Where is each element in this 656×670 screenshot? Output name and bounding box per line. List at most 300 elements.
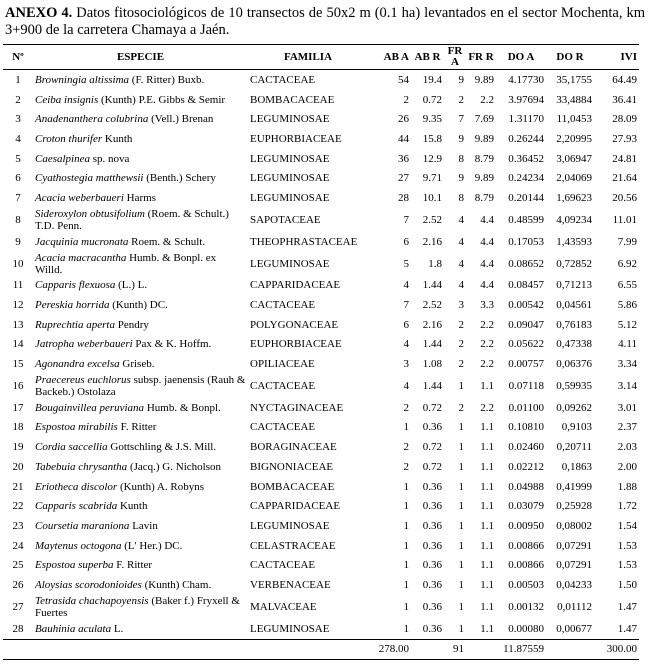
table-row [3, 619, 639, 639]
species-name: Eriotheca discolor [35, 480, 118, 493]
cell-fr-a: 8 [458, 191, 464, 204]
table-row [3, 109, 639, 129]
cell-n: 13 [12, 318, 24, 331]
table-row [3, 595, 639, 619]
cell-do-a: 1.31170 [508, 113, 544, 126]
table-row [3, 457, 639, 477]
cell-n: 21 [12, 480, 24, 493]
species-author: Griseb. [122, 358, 155, 371]
cell-ivi: 27.93 [612, 132, 637, 145]
species-author: subsp. jaenensis (Rauh & Backeb.) Ostolaza [35, 373, 246, 398]
cell-do-r: 0,04561 [556, 299, 592, 312]
cell-ab-a: 1 [403, 519, 409, 532]
cell-fr-r: 1.1 [480, 379, 494, 392]
cell-familia: OPILIACEAE [250, 358, 315, 371]
cell-ab-a: 6 [403, 318, 409, 331]
cell-fr-r: 1.1 [480, 519, 494, 532]
cell-ab-r: 0.72 [422, 401, 442, 414]
cell-do-a: 0.02212 [508, 460, 544, 473]
cell-especie [33, 276, 248, 296]
cell-ab-r: 0.36 [422, 578, 442, 591]
cell-familia: LEGUMINOSAE [250, 152, 330, 165]
cell-ab-r: 0.36 [422, 480, 442, 493]
cell-do-r: 1,43593 [556, 235, 592, 248]
cell-ab-a: 1 [403, 539, 409, 552]
cell-ivi: 1.72 [617, 500, 637, 513]
header-familia: FAMILIA [248, 45, 368, 70]
species-author: (L' Her.) DC. [124, 539, 183, 552]
cell-familia: BOMBACACEAE [250, 480, 335, 493]
cell-especie [33, 595, 248, 619]
cell-n: 12 [12, 299, 24, 312]
cell-familia: CAPPARIDACEAE [250, 279, 341, 292]
cell-ab-a: 1 [403, 578, 409, 591]
cell-do-a: 0.05622 [508, 338, 544, 351]
cell-fr-a: 8 [458, 152, 464, 165]
cell-fr-r: 4.4 [480, 279, 494, 292]
cell-familia: LEGUMINOSAE [250, 257, 330, 270]
species-name: Jatropha weberbaueri [35, 338, 133, 351]
cell-ab-a: 54 [398, 73, 409, 86]
cell-ab-a: 4 [403, 379, 409, 392]
cell-familia: VERBENACEAE [250, 578, 331, 591]
table-row [3, 315, 639, 335]
caption-label: ANEXO 4. [5, 5, 73, 21]
cell-familia: THEOPHRASTACEAE [250, 235, 358, 248]
table-row [3, 496, 639, 516]
cell-fr-r: 3.3 [480, 299, 494, 312]
cell-especie [33, 418, 248, 438]
cell-familia: LEGUMINOSAE [250, 172, 330, 185]
cell-especie [33, 536, 248, 556]
header-ivi: IVI [594, 45, 639, 70]
total-ab-a: 278.00 [368, 639, 411, 659]
cell-fr-r: 1.1 [480, 578, 494, 591]
cell-fr-r: 1.1 [480, 500, 494, 513]
cell-fr-r: 1.1 [480, 421, 494, 434]
cell-ivi: 36.41 [612, 93, 637, 106]
header-especie: ESPECIE [33, 45, 248, 70]
cell-fr-r: 1.1 [480, 539, 494, 552]
cell-ab-a: 3 [403, 358, 409, 371]
table-row [3, 129, 639, 149]
cell-ivi: 1.47 [617, 600, 637, 613]
table-row [3, 149, 639, 169]
species-author: Harms [126, 191, 156, 204]
cell-do-a: 4.17730 [508, 73, 544, 86]
header-do-r: DO R [546, 45, 594, 70]
cell-ab-a: 26 [398, 113, 409, 126]
species-name: Maytenus octogona [35, 539, 122, 552]
total-fr-a: 91 [444, 639, 466, 659]
species-author: (Benth.) Schery [146, 172, 216, 185]
cell-ivi: 2.03 [617, 441, 637, 454]
species-name: Acacia weberbaueri [35, 191, 124, 204]
cell-ab-r: 10.1 [422, 191, 442, 204]
cell-fr-r: 9.89 [474, 132, 494, 145]
cell-do-r: 2,20995 [556, 132, 592, 145]
header-ab-r: AB R [411, 45, 444, 70]
cell-do-r: 0,41999 [556, 480, 592, 493]
cell-familia: POLYGONACEAE [250, 318, 339, 331]
cell-ivi: 3.14 [617, 379, 637, 392]
cell-ivi: 5.86 [617, 299, 637, 312]
cell-familia: CACTACEAE [250, 299, 316, 312]
species-author: (F. Ritter) Buxb. [131, 73, 205, 86]
cell-n: 25 [12, 559, 24, 572]
species-author: (L.) L. [118, 279, 148, 292]
cell-ivi: 3.34 [617, 358, 637, 371]
cell-do-a: 0.20144 [508, 191, 544, 204]
cell-especie [33, 398, 248, 418]
cell-ab-a: 4 [403, 279, 409, 292]
cell-do-r: 0,59935 [556, 379, 592, 392]
cell-fr-a: 2 [458, 338, 464, 351]
cell-ab-r: 2.52 [422, 213, 442, 226]
cell-do-r: 0,25928 [556, 500, 592, 513]
totals-row [3, 639, 639, 659]
cell-do-r: 35,1755 [556, 73, 592, 86]
cell-ab-r: 0.72 [422, 441, 442, 454]
cell-n: 10 [12, 257, 24, 270]
cell-fr-r: 1.1 [480, 480, 494, 493]
species-author: Lavin [132, 519, 158, 532]
cell-do-a: 0.03079 [508, 500, 544, 513]
cell-do-a: 0.08652 [508, 257, 544, 270]
cell-especie [33, 555, 248, 575]
table-row [3, 295, 639, 315]
cell-ivi: 1.47 [617, 622, 637, 635]
cell-ab-r: 0.36 [422, 421, 442, 434]
species-name: Agonandra excelsa [35, 358, 120, 371]
cell-do-r: 0,08002 [556, 519, 592, 532]
cell-ab-a: 36 [398, 152, 409, 165]
cell-especie [33, 477, 248, 497]
cell-ivi: 7.99 [617, 235, 637, 248]
cell-do-r: 0,72852 [556, 257, 592, 270]
table-row [3, 276, 639, 296]
cell-especie [33, 457, 248, 477]
species-author: Kunth [119, 500, 148, 513]
cell-familia: BOMBACACEAE [250, 93, 335, 106]
cell-do-a: 0.00132 [508, 600, 544, 613]
cell-ab-a: 1 [403, 559, 409, 572]
cell-do-a: 0.10810 [508, 421, 544, 434]
cell-fr-r: 7.69 [474, 113, 494, 126]
cell-ab-r: 2.52 [422, 299, 442, 312]
cell-fr-a: 1 [458, 622, 464, 635]
cell-n: 27 [12, 600, 24, 613]
cell-n: 1 [15, 73, 21, 86]
cell-especie [33, 374, 248, 398]
cell-n: 24 [12, 539, 24, 552]
cell-ab-r: 9.71 [422, 172, 442, 185]
cell-fr-r: 1.1 [480, 460, 494, 473]
cell-do-a: 0.01100 [508, 401, 544, 414]
cell-fr-a: 9 [458, 73, 464, 86]
table-row [3, 398, 639, 418]
cell-familia: CAPPARIDACEAE [250, 500, 341, 513]
cell-fr-a: 9 [458, 132, 464, 145]
cell-do-a: 0.00542 [508, 299, 544, 312]
cell-especie [33, 70, 248, 90]
cell-do-a: 0.48599 [508, 213, 544, 226]
cell-especie [33, 129, 248, 149]
cell-especie [33, 208, 248, 232]
cell-familia: LEGUMINOSAE [250, 191, 330, 204]
cell-do-r: 0,07291 [556, 539, 592, 552]
cell-familia: EUPHORBIACEAE [250, 338, 342, 351]
cell-do-a: 0.36452 [508, 152, 544, 165]
cell-especie [33, 90, 248, 110]
cell-do-a: 0.00757 [508, 358, 544, 371]
cell-do-r: 33,4884 [556, 93, 592, 106]
cell-ab-a: 1 [403, 480, 409, 493]
cell-do-r: 0,1863 [561, 460, 592, 473]
cell-ab-r: 1.44 [422, 338, 442, 351]
cell-ab-a: 4 [403, 338, 409, 351]
cell-n: 19 [12, 441, 24, 454]
cell-ab-a: 1 [403, 500, 409, 513]
cell-do-r: 0,07291 [556, 559, 592, 572]
cell-fr-a: 4 [458, 213, 464, 226]
cell-n: 7 [15, 191, 21, 204]
species-name: Croton thurifer [35, 132, 103, 145]
total-ivi: 300.00 [594, 639, 639, 659]
cell-n: 15 [12, 358, 24, 371]
cell-ivi: 3.01 [617, 401, 637, 414]
cell-ivi: 24.81 [612, 152, 637, 165]
species-author: (Roem. & Schult.) T.D. Penn. [35, 207, 229, 232]
cell-fr-r: 1.1 [480, 441, 494, 454]
cell-ab-a: 1 [403, 421, 409, 434]
cell-do-a: 0.00950 [508, 519, 544, 532]
species-name: Ruprechtia aperta [35, 318, 115, 331]
cell-ivi: 28.09 [612, 113, 637, 126]
cell-fr-a: 4 [458, 279, 464, 292]
table-row [3, 536, 639, 556]
cell-fr-a: 1 [458, 480, 464, 493]
cell-fr-a: 1 [458, 421, 464, 434]
cell-ivi: 1.54 [617, 519, 637, 532]
cell-fr-r: 8.79 [474, 152, 494, 165]
cell-fr-r: 2.2 [480, 318, 494, 331]
species-author: sp. nova [92, 152, 130, 165]
cell-fr-r: 1.1 [480, 600, 494, 613]
cell-ab-r: 0.36 [422, 519, 442, 532]
cell-especie [33, 516, 248, 536]
cell-n: 20 [12, 460, 24, 473]
cell-ab-r: 1.44 [422, 279, 442, 292]
species-author: Humb. & Bonpl. ex Willd. [35, 251, 217, 276]
cell-do-a: 0.00866 [508, 539, 544, 552]
cell-do-a: 0.04988 [508, 480, 544, 493]
cell-fr-a: 2 [458, 93, 464, 106]
cell-do-a: 0.26244 [508, 132, 544, 145]
species-name: Capparis scabrida [35, 500, 118, 513]
species-name: Caesalpinea [35, 152, 90, 165]
cell-familia: CELASTRACEAE [250, 539, 336, 552]
cell-familia: LEGUMINOSAE [250, 519, 330, 532]
species-name: Capparis flexuosa [35, 279, 116, 292]
cell-ab-a: 7 [403, 299, 409, 312]
cell-ab-r: 2.16 [422, 235, 442, 248]
cell-n: 17 [12, 401, 24, 414]
cell-ab-a: 5 [403, 257, 409, 270]
cell-do-a: 0.09047 [508, 318, 544, 331]
cell-ab-r: 0.36 [422, 539, 442, 552]
cell-familia: BORAGINACEAE [250, 441, 337, 454]
cell-ab-a: 28 [398, 191, 409, 204]
header-do-a: DO A [496, 45, 546, 70]
cell-especie [33, 232, 248, 252]
cell-ab-a: 1 [403, 622, 409, 635]
species-author: (Jacq.) G. Nicholson [129, 460, 221, 473]
cell-do-r: 0,09262 [556, 401, 592, 414]
species-name: Browningia altissima [35, 73, 130, 86]
table-row [3, 208, 639, 232]
species-author: (Kunth) DC. [112, 299, 168, 312]
cell-n: 14 [12, 338, 24, 351]
species-author: Kunth [104, 132, 133, 145]
cell-familia: EUPHORBIACEAE [250, 132, 342, 145]
species-author: F. Ritter [120, 421, 157, 434]
cell-especie [33, 354, 248, 374]
cell-do-r: 0,20711 [556, 441, 592, 454]
cell-ivi: 11.01 [612, 213, 637, 226]
cell-ab-r: 0.36 [422, 500, 442, 513]
cell-familia: LEGUMINOSAE [250, 113, 330, 126]
header-row [3, 45, 639, 70]
cell-fr-a: 1 [458, 460, 464, 473]
cell-familia: SAPOTACEAE [250, 213, 321, 226]
cell-ab-a: 2 [403, 441, 409, 454]
cell-n: 4 [15, 132, 21, 145]
cell-familia: CACTACEAE [250, 379, 316, 392]
cell-especie [33, 109, 248, 129]
cell-familia: BIGNONIACEAE [250, 460, 334, 473]
cell-especie [33, 188, 248, 208]
cell-fr-a: 3 [458, 299, 464, 312]
cell-n: 11 [12, 279, 24, 292]
cell-do-a: 0.24234 [508, 172, 544, 185]
cell-fr-r: 2.2 [480, 338, 494, 351]
cell-do-r: 0,76183 [556, 318, 592, 331]
cell-ab-r: 2.16 [422, 318, 442, 331]
cell-ab-a: 2 [403, 93, 409, 106]
species-author: Pendry [117, 318, 149, 331]
cell-n: 28 [12, 622, 24, 635]
cell-ivi: 6.92 [617, 257, 637, 270]
cell-ab-r: 0.72 [422, 460, 442, 473]
cell-do-r: 0,9103 [561, 421, 592, 434]
cell-fr-r: 4.4 [480, 235, 494, 248]
cell-n: 16 [12, 379, 24, 392]
table-row [3, 374, 639, 398]
cell-n: 2 [15, 93, 21, 106]
species-author: F. Ritter [116, 559, 153, 572]
cell-ab-r: 1.8 [428, 257, 442, 270]
cell-fr-a: 2 [458, 358, 464, 371]
cell-fr-r: 9.89 [474, 172, 494, 185]
cell-fr-a: 9 [458, 172, 464, 185]
table-row [3, 252, 639, 276]
cell-ab-a: 7 [403, 213, 409, 226]
species-name: Coursetia maraniona [35, 519, 130, 532]
cell-ab-r: 15.8 [422, 132, 442, 145]
species-author: (Vell.) Brenan [151, 113, 214, 126]
cell-do-a: 0.02460 [508, 441, 544, 454]
species-name: Sideroxylon obtusifolium [35, 207, 145, 220]
cell-do-r: 0,47338 [556, 338, 592, 351]
cell-n: 9 [15, 235, 21, 248]
phytosociological-table [3, 44, 639, 660]
cell-fr-r: 4.4 [480, 213, 494, 226]
table-caption [5, 5, 645, 39]
cell-fr-a: 1 [458, 559, 464, 572]
cell-fr-a: 1 [458, 539, 464, 552]
cell-fr-r: 2.2 [480, 358, 494, 371]
cell-fr-a: 1 [458, 441, 464, 454]
species-name: Jacquinia mucronata [35, 235, 129, 248]
species-name: Anadenanthera colubrina [35, 113, 149, 126]
cell-fr-a: 1 [458, 500, 464, 513]
species-author: (Baker f.) Fryxell & Fuertes [35, 594, 240, 619]
cell-do-a: 0.00866 [508, 559, 544, 572]
table-row [3, 232, 639, 252]
species-name: Cordia saccellia [35, 441, 108, 454]
cell-especie [33, 252, 248, 276]
species-name: Cyathostegia matthewsii [35, 172, 144, 185]
cell-especie [33, 168, 248, 188]
cell-do-r: 4,09234 [556, 213, 592, 226]
cell-fr-r: 2.2 [480, 93, 494, 106]
table-row [3, 188, 639, 208]
table-row [3, 555, 639, 575]
species-author: (Kunth) Cham. [144, 578, 212, 591]
cell-ivi: 4.11 [618, 338, 637, 351]
cell-ivi: 2.00 [617, 460, 637, 473]
cell-ivi: 20.56 [612, 191, 637, 204]
cell-ivi: 1.53 [617, 559, 637, 572]
cell-fr-a: 4 [458, 257, 464, 270]
table-row [3, 70, 639, 90]
table-row [3, 168, 639, 188]
cell-fr-a: 2 [458, 318, 464, 331]
table-row [3, 437, 639, 457]
cell-fr-a: 1 [458, 379, 464, 392]
cell-especie [33, 496, 248, 516]
cell-do-r: 11,0453 [556, 113, 592, 126]
species-name: Espostoa superba [35, 559, 114, 572]
species-author: (Kunth) P.E. Gibbs & Semir [101, 93, 226, 106]
table-row [3, 575, 639, 595]
cell-fr-r: 2.2 [480, 401, 494, 414]
table-row [3, 354, 639, 374]
cell-familia: CACTACEAE [250, 421, 316, 434]
cell-ivi: 1.50 [617, 578, 637, 591]
table-body [3, 70, 639, 640]
cell-especie [33, 149, 248, 169]
cell-do-r: 1,69623 [556, 191, 592, 204]
header-fr-r: FR R [466, 45, 496, 70]
caption-text: Datos fitosociológicos de 10 transectos de 50x2 m (0.1 ha) levantados en el sector Mochenta, km 3+900 de la carretera Chamaya a Jaén. [5, 5, 646, 38]
cell-fr-a: 1 [458, 600, 464, 613]
cell-do-r: 2,04069 [556, 172, 592, 185]
cell-familia: MALVACEAE [250, 600, 317, 613]
species-name: Bougainvillea peruviana [35, 401, 145, 414]
cell-ab-r: 9.35 [422, 113, 442, 126]
